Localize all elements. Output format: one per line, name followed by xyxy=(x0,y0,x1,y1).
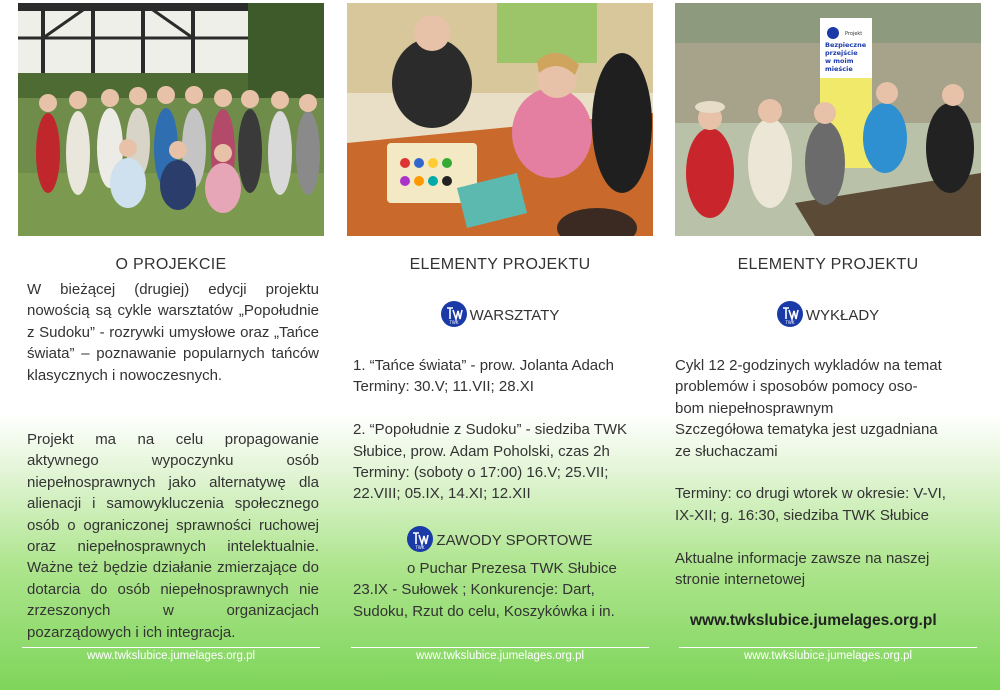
workshop-photo xyxy=(347,3,653,236)
twk-logo-icon xyxy=(777,301,803,331)
subheading-lectures-label: WYKŁADY xyxy=(805,306,880,324)
footer-url[interactable]: www.twkslubice.jumelages.org.pl xyxy=(86,650,256,662)
sports-details xyxy=(353,558,645,622)
twk-logo-icon xyxy=(407,526,433,556)
panel-lectures xyxy=(675,0,981,690)
subheading-sports xyxy=(347,526,653,556)
workshop-photo-illustration xyxy=(347,3,653,236)
group-photo xyxy=(18,3,324,236)
lectures-line-5: ze słuchaczami xyxy=(675,442,778,460)
sports-events: Sudoku, Rzut do celu, Koszykówka i in. xyxy=(353,602,615,620)
subheading-workshops xyxy=(347,301,653,331)
lectures-line-4: Szczegółowa tematyka jest uzgadniana xyxy=(675,421,938,439)
footer-divider xyxy=(679,647,977,648)
subheading-workshops-label: WARSZTATY xyxy=(469,306,560,324)
lectures-line-2: problemów i sposobów pomocy oso- xyxy=(675,378,918,396)
website-link[interactable]: www.twkslubice.jumelages.org.pl xyxy=(690,612,937,629)
banner-line-1: Projekt xyxy=(845,31,863,37)
lectures-info-cont: stronie internetowej xyxy=(675,571,806,589)
lectures-info: Aktualne informacje zawsze na naszej xyxy=(675,549,930,567)
workshop-1-title: 1. “Tańce świata” - prow. Jolanta Adach xyxy=(353,357,614,374)
footer-divider xyxy=(22,647,320,648)
banner-line-4: w moim xyxy=(825,57,854,65)
panel-about xyxy=(18,0,324,690)
about-paragraph-1: W bieżącej (drugiej) edycji projektu nowością są cykle warsztatów „Popołudnie z Sudoku” - rozrywki umysłowe oraz „Tańce świata” – poznawanie popularnych tańców klasycznych i nowoczesnych. xyxy=(27,281,319,384)
lectures-dates: Terminy: co drugi wtorek w okresie: V-VI, xyxy=(675,485,946,503)
banner-line-3: przejście xyxy=(825,49,858,57)
heading-elements-1: ELEMENTY PROJEKTU xyxy=(409,256,591,273)
panel-workshops xyxy=(347,0,653,690)
lectures-line-3: bom niepełnosprawnym xyxy=(675,399,834,417)
heading-elements-2: ELEMENTY PROJEKTU xyxy=(737,256,919,273)
footer-url[interactable]: www.twkslubice.jumelages.org.pl xyxy=(415,650,585,662)
footer-url[interactable]: www.twkslubice.jumelages.org.pl xyxy=(743,650,913,662)
workshop-1-dates: Terminy: 30.V; 11.VII; 28.XI xyxy=(353,378,534,396)
lecture-photo xyxy=(675,3,981,236)
group-photo-illustration xyxy=(18,3,324,236)
lecture-photo-illustration xyxy=(675,3,981,236)
workshop-2-title: 2. “Popołudnie z Sudoku” - siedziba TWK xyxy=(353,421,628,439)
workshops-list xyxy=(353,355,645,505)
footer-divider xyxy=(351,647,649,648)
workshop-2-detail: Słubice, prow. Adam Poholski, czas 2h xyxy=(353,442,610,460)
twk-logo-icon xyxy=(441,301,467,331)
svg-text:TWK: TWK xyxy=(785,320,795,325)
sports-date: 23.IX - Sułowek ; Konkurencje: Dart, xyxy=(353,581,595,599)
banner-line-2: Bezpieczne xyxy=(825,41,867,49)
about-paragraph-2: Projekt ma na celu propagowanie aktywnego wypoczynku osób niepełnosprawnych jako alternatywę dla alienacji i samowykluczenia społecznego osób o ograniczonej sprawności ruchowej oraz niepełnosprawnych intelektualnie. Ważne też będzie działanie zmierzające do dotarcia do osób niepełnosprawnych nie zrzeszonych w organizacjach pozarządowych i ich integracja. xyxy=(27,431,319,641)
lectures-line-1: Cykl 12 2-godzinych wykladów na temat xyxy=(675,357,942,374)
banner-line-5: mieście xyxy=(825,65,853,73)
svg-text:TWK: TWK xyxy=(449,320,459,325)
lectures-dates-cont: IX-XII; g. 16:30, siedziba TWK Słubice xyxy=(675,506,930,524)
workshop-2-dates: Terminy: (soboty o 17:00) 16.V; 25.VII; xyxy=(353,464,609,482)
svg-text:TWK: TWK xyxy=(415,545,425,550)
lectures-details xyxy=(675,355,967,590)
subheading-lectures xyxy=(675,301,981,331)
sports-cup: o Puchar Prezesa TWK Słubice xyxy=(407,560,617,577)
heading-about: O PROJEKCIE xyxy=(115,256,227,273)
workshop-2-dates-cont: 22.VIII; 05.IX, 14.XI; 12.XII xyxy=(353,485,531,503)
subheading-sports-label: ZAWODY SPORTOWE xyxy=(436,531,593,549)
